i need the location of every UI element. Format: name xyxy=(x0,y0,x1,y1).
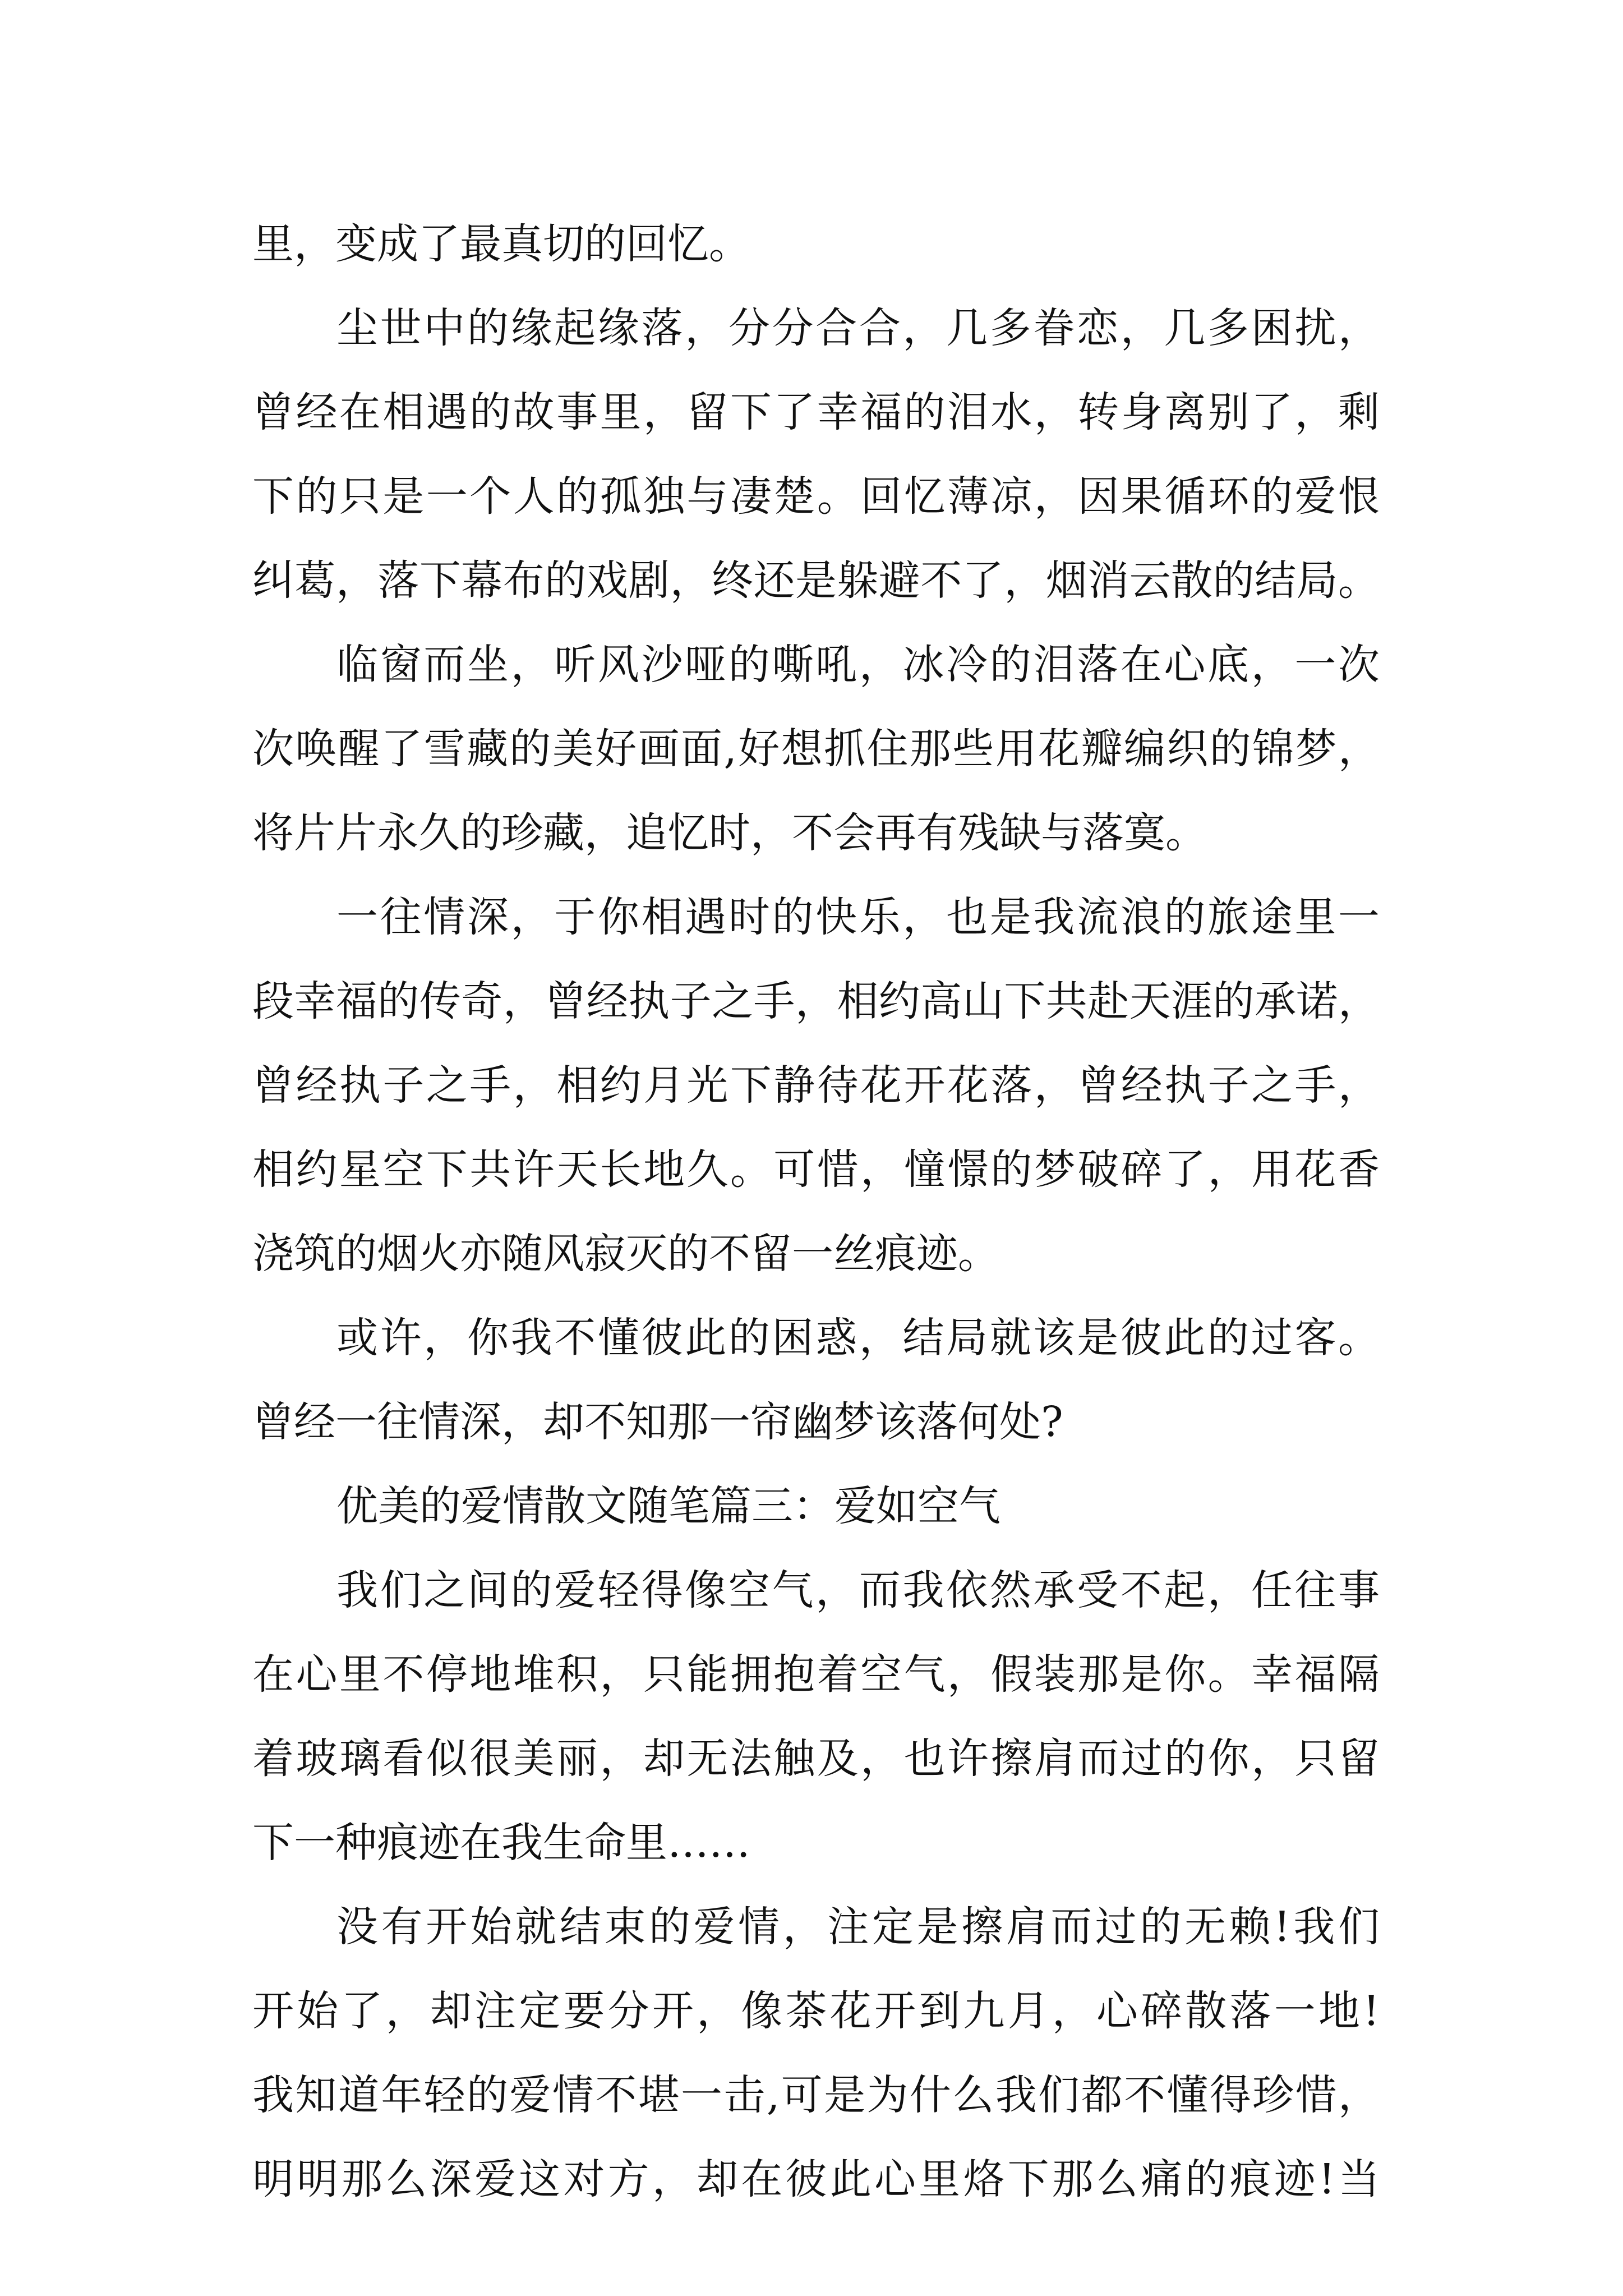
text-line: 浇筑的烟火亦随风寂灭的不留一丝痕迹。 xyxy=(252,1230,999,1278)
section-heading: 优美的爱情散文随笔篇三：爱如空气 xyxy=(336,1482,1000,1530)
text-line: 曾经一往情深，却不知那一帘幽梦该落何处? xyxy=(252,1398,1063,1446)
text-line: 开始了，却注定要分开，像茶花开到九月，心碎散落一地! xyxy=(252,1987,1380,2035)
text-line: 着玻璃看似很美丽，却无法触及，也许擦肩而过的你，只留 xyxy=(252,1734,1380,1783)
text-line: 我知道年轻的爱情不堪一击,可是为什么我们都不懂得珍惜， xyxy=(252,2071,1380,2119)
text-line: 次唤醒了雪藏的美好画面,好想抓住那些用花瓣编织的锦梦， xyxy=(252,725,1380,773)
text-line: 临窗而坐，听风沙哑的嘶吼，冰冷的泪落在心底，一次 xyxy=(336,641,1380,689)
text-line: 一往情深，于你相遇时的快乐，也是我流浪的旅途里一 xyxy=(336,893,1380,941)
text-line: 没有开始就结束的爱情，注定是擦肩而过的无赖!我们 xyxy=(336,1903,1380,1951)
text-line: 里，变成了最真切的回忆。 xyxy=(252,220,750,268)
text-line: 我们之间的爱轻得像空气，而我依然承受不起，任往事 xyxy=(336,1566,1380,1614)
text-line: 纠葛，落下幕布的戏剧，终还是躲避不了，烟消云散的结局。 xyxy=(252,556,1380,605)
text-line: 下一种痕迹在我生命里…… xyxy=(252,1819,750,1867)
text-line: 或许，你我不懂彼此的困惑，结局就该是彼此的过客。 xyxy=(336,1314,1380,1362)
text-line: 明明那么深爱这对方，却在彼此心里烙下那么痛的痕迹!当 xyxy=(252,2155,1380,2203)
text-line: 曾经在相遇的故事里，留下了幸福的泪水，转身离别了，剩 xyxy=(252,388,1380,436)
text-line: 下的只是一个人的孤独与凄楚。回忆薄凉，因果循环的爱恨 xyxy=(252,472,1380,521)
text-line: 段幸福的传奇，曾经执子之手，相约高山下共赴天涯的承诺， xyxy=(252,977,1380,1025)
text-line: 曾经执子之手，相约月光下静待花开花落，曾经执子之手， xyxy=(252,1061,1380,1110)
text-line: 尘世中的缘起缘落，分分合合，几多眷恋，几多困扰， xyxy=(336,304,1380,352)
text-line: 将片片永久的珍藏，追忆时，不会再有残缺与落寞。 xyxy=(252,809,1207,857)
text-line: 在心里不停地堆积，只能拥抱着空气，假装那是你。幸福隔 xyxy=(252,1650,1380,1699)
text-line: 相约星空下共许天长地久。可惜，憧憬的梦破碎了，用花香 xyxy=(252,1145,1380,1194)
